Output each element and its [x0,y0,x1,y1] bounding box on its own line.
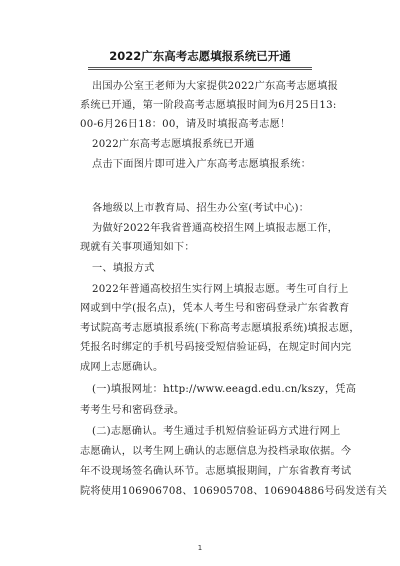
paragraph-line: 现就有关事项通知如下： [80,242,195,253]
page-number: 1 [197,544,203,552]
paragraph-line: 考考生号和密码登录。 [80,405,185,416]
paragraph-line: 凭报名时绑定的手机号码接受短信验证码，在规定时间内完 [80,342,352,353]
paragraph-line: 00-6月26日18：00，请及时填报高考志愿！ [80,119,291,130]
paragraph-line: 为做好2022年我省普通高校招生网上填报志愿工作， [92,223,339,234]
paragraph-line: 成网上志愿确认。 [80,362,164,373]
paragraph-line: 志愿确认，以考生网上确认的志愿信息为投档录取依据。今 [80,446,352,457]
paragraph-line: 系统已开通，第一阶段高考志愿填报时间为6月25日13: [80,100,337,111]
paragraph-line: 出国办公室王老师为大家提供2022广东高考志愿填报 [92,81,339,92]
paragraph-line: 2022广东高考志愿填报系统已开通 [92,139,255,150]
title-underline [88,67,312,68]
paragraph-line: 2022年普通高校招生实行网上填报志愿。考生可自行上 [92,284,349,295]
paragraph-line: 院将使用106906708、106905708、106904886号码发送有关 [80,486,388,497]
paragraph-line: 各地级以上市教育局、招生办公室(考试中心)： [92,203,310,214]
document-title: 2022广东高考志愿填报系统已开通 [109,49,291,63]
section-heading: 一、填报方式 [92,263,155,274]
paragraph-line: 年不设现场签名确认环节。志愿填报期间，广东省教育考试 [80,466,352,477]
paragraph-line: (二)志愿确认。考生通过手机短信验证码方式进行网上 [92,426,341,437]
paragraph-line: (一)填报网址：http://www.eeagd.edu.cn/kszy，凭高 [92,384,357,395]
paragraph-line: 网或到中学(报名点)，凭本人考生号和密码登录广东省教育 [80,303,350,314]
paragraph-line: 点击下面图片即可进入广东高考志愿填报系统： [92,159,312,170]
paragraph-line: 考试院高考志愿填报系统(下称高考志愿填报系统)填报志愿， [80,323,360,334]
title-underline-second [88,69,312,70]
